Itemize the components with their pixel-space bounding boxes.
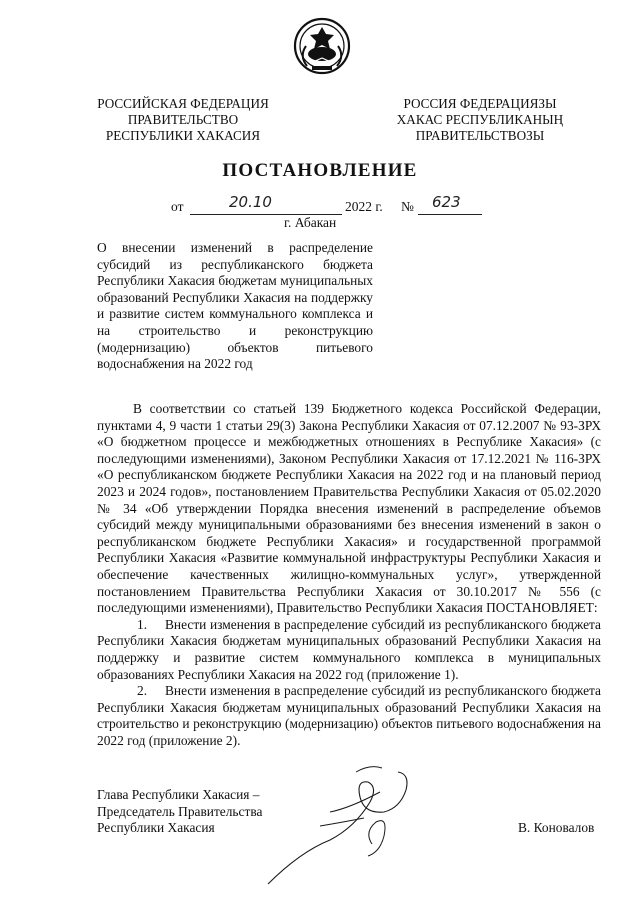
number-underline xyxy=(418,214,482,215)
header-left-line: ПРАВИТЕЛЬСТВО xyxy=(127,112,239,127)
item-number: 1. xyxy=(137,616,148,632)
date-prefix: от xyxy=(171,199,184,214)
signer-title-line: Председатель Правительства xyxy=(97,803,263,819)
document-title: ПОСТАНОВЛЕНИЕ xyxy=(222,160,418,181)
handwritten-signature xyxy=(260,752,440,892)
header-right-line: РОССИЯ ФЕДЕРАЦИЯЗЫ xyxy=(403,96,557,111)
document-subject: О внесении изменений в распределение субсидий из республиканского бюджета Республики Хакасия бюджетам муниципальных образований Республики Хакасия на поддержку и развитие систем коммунального комплекса и на строительство и реконструкцию (модернизацию) объектов питьевого водоснабжения на 2022 год xyxy=(97,240,373,372)
item-number: 2. xyxy=(137,683,148,699)
header-left-line: РОССИЙСКАЯ ФЕДЕРАЦИЯ xyxy=(97,96,269,111)
city-label: г. Абакан xyxy=(284,215,337,230)
signer-title-line: Республики Хакасия xyxy=(97,820,215,836)
item-text: Внести изменения в распределение субсидий из республиканского бюджета Республики Хакасия бюджетам муниципальных образований Республики Хакасия на строительство и реконструкцию (модернизацию) объектов питьевого водоснабжения на 2022 год (приложение 2). xyxy=(97,683,601,748)
preamble-paragraph: В соответствии со статьей 139 Бюджетного кодекса Российской Федерации, пунктами 4, 9 части 1 статьи 29(3) Закона Республики Хакасия от 07.12.2007 № 93-ЗРХ «О бюджетном процессе и межбюджетных отношениях в Республике Хакасия» (с последующими изменениями), Законом Республики Хакасия от 17.12.2021 № 116-ЗРХ «О республиканском бюджете Республики Хакасия на 2022 год и на плановый период 2023 и 2024 годов», постановлением Правительства Республики Хакасия от 05.02.2020 № 34 «Об утверждении Порядка внесения изменений в распределение объемов субсидий между муниципальными образованиями без внесения изменений в закон о республиканском бюджете Республики Хакасия» и государственной программой Республики Хакасия «Развитие коммунальной инфраструктуры Республики Хакасия и обеспечение качественных жилищно-коммунальных услуг», утвержденной постановлением Правительства Республики Хакасия от 30.10.2017 № 556 (с последующими изменениями), Правительство Республики Хакасия ПОСТАНОВЛЯЕТ: xyxy=(97,401,601,616)
header-left-line: РЕСПУБЛИКИ ХАКАСИЯ xyxy=(105,128,261,143)
header-right xyxy=(380,96,580,144)
signer-title-line: Глава Республики Хакасия – xyxy=(97,787,260,802)
header-right-line: ХАКАС РЕСПУБЛИКАНЫҢ xyxy=(396,112,564,127)
decree-item xyxy=(97,617,601,683)
decree-item xyxy=(97,683,601,749)
signature-block xyxy=(97,787,262,837)
year-text: 2022 г. xyxy=(345,199,383,214)
header-left xyxy=(88,96,278,144)
document-body xyxy=(97,401,601,749)
item-text: Внести изменения в распределение субсидий из республиканского бюджета Республики Хакасия бюджетам муниципальных образований Республики Хакасия на поддержку и развитие систем коммунального комплекса в муниципальных образованиях Республики Хакасия на 2022 год (приложение 1). xyxy=(97,616,601,682)
signer-name: В. Коновалов xyxy=(518,820,595,835)
header-right-line: ПРАВИТЕЛЬСТВОЗЫ xyxy=(415,128,545,143)
coat-of-arms-emblem xyxy=(293,16,351,78)
number-handwritten: 623 xyxy=(432,193,461,211)
date-handwritten: 20.10 xyxy=(229,193,272,211)
number-prefix: № xyxy=(401,199,414,214)
